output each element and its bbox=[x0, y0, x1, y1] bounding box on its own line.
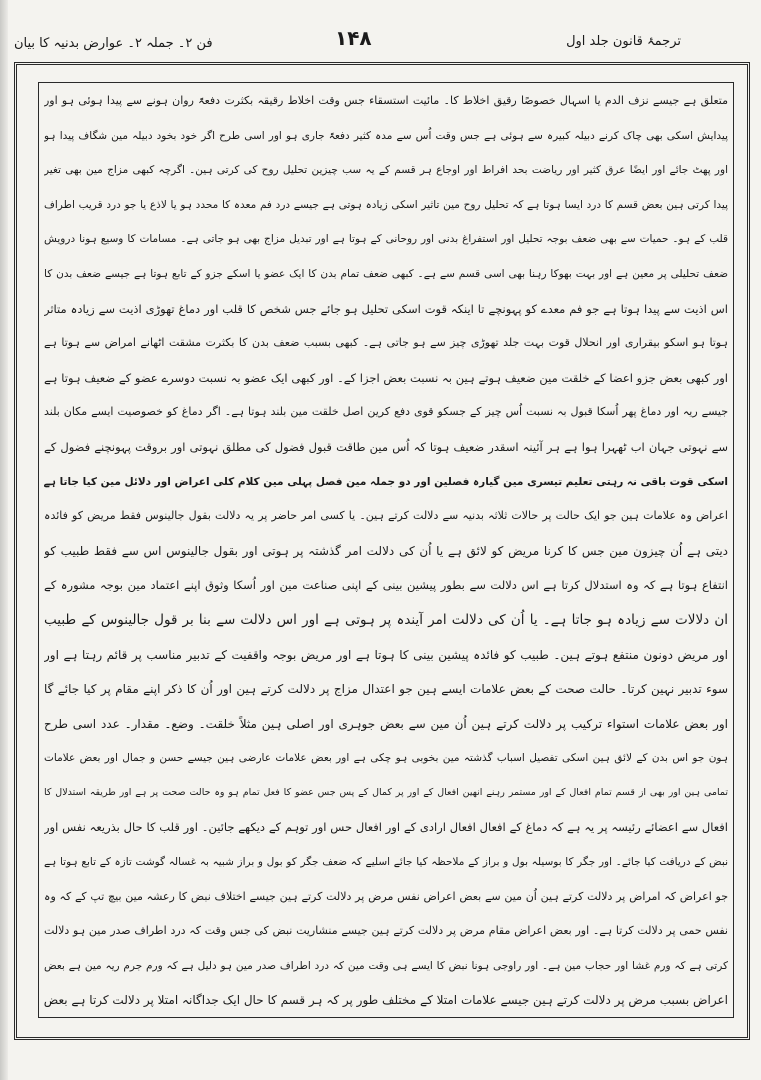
text-line: قلب کے ہو۔ حمیات سے بھی ضعف بوجہ تحلیل اور استفراغ بدنی اور روحانی کے ہوتا ہے اور تبدیل مزاج بھی ہو جاتی ہے۔ مسامات کا وسیع ہونا درویش bbox=[44, 233, 728, 246]
text-line: اور بعض علامات استواء ترکیب پر دلالت کرتے ہین اُن مین سے بعض جوہری اور اصلی ہین مثلاً خلقت۔ وضع۔ مقدار۔ عدد اسی طرح bbox=[44, 716, 728, 731]
text-line: پیدایش اسکی بھی چاک کرنے دبیلہ کبیرہ سے ہوئی ہے جس وقت اُس سے مدہ کثیر دفعۃً جاری ہو اور اسی طرح اگر خود بخود دبیلہ مین شگاف پیدا ہو bbox=[44, 129, 728, 142]
text-line: کرتی ہے کہ ورم غشا اور حجاب مین ہے۔ اور راوجی ہونا نبض کا ایسے ہی وقت مین کہ درد اطراف صدر مین ہو دلیل ہے کہ ورم جرم ریہ مین ہے بعض bbox=[44, 959, 728, 972]
text-line: اور پھٹ جائے اور ایضًا عرق کثیر اور ریاضت بحد افراط اور اوجاع ہر قسم کے یہ سب چیزین تحلیل روح کی کرتی ہین۔ اگرچہ کبھی مزاج مین بھی تغیر bbox=[44, 164, 728, 177]
text-line: پیدا کرتی ہین بعض قسم کا درد ایسا ہوتا ہے کہ تحلیل روح مین تاثیر اسکی زیادہ ہوتی ہے جیسے درد فم معدہ کا محدد ہو یا لاذع یا جو درد قریب اطراف bbox=[44, 198, 728, 211]
text-line: اعراض وہ علامات ہین جو ایک حالت پر حالات ثلاثہ بدنیہ سے دلالت کرتے ہین۔ یا کسی امر حاضر پر یہ دلالت بقول جالینوس فقط مریض کو فائدہ bbox=[44, 509, 728, 523]
text-line: سوء تدبیر نہین کرتا۔ حالت صحت کے بعض علامات ایسے ہین جو اعتدال مزاج پر دلالت کرتے ہین اور اُن کا ذکر اپنے مقام پر کیا جائے گا bbox=[44, 682, 728, 697]
text-line: اور کبھی بعض جزو اعضا کے خلقت مین ضعیف ہوتے ہین بہ نسبت بعض اجزا کے۔ اور کبھی ایک عضو بہ نسبت دوسرے عضو کے ضعیف ہوتا ہے bbox=[44, 370, 728, 385]
text-line: ضعف تحلیلی پر معین ہے اور بہت بھوکا رہنا بھی اسی قسم سے ہے۔ کبھی ضعف تمام بدن کا ایک عضو یا اسکے جزو کے تابع ہوتا ہے جیسے ضعف بدن کا bbox=[44, 267, 728, 280]
text-line: نفس حمی پر دلالت کرتا ہے۔ اور بعض اعراض مقام مرض پر دلالت کرتے ہین جیسے منشاریت نبض کی جس وقت کہ درد اطراف صدر مین ہو دلالت bbox=[44, 924, 728, 938]
text-line: اسکی قوت باقی نہ رہتی تعلیم تیسری مین گیارہ فصلین اور دو جملہ مین فصل پہلی مین کلام کلی اعراض اور دلائل مین کیا جاتا ہے bbox=[44, 475, 728, 488]
text-line: افعال سے اعضائے رئیسہ پر یہ ہے کہ دماغ کے افعال افعال ارادی کے اور افعال حس اور توہم کے دیکھے جائین۔ اور قلب کا حال بذریعہ نفس اور bbox=[44, 820, 728, 835]
text-line: اور مریض دونون منتفع ہوتے ہین۔ طبیب کو فائدہ پیشین بینی کا ہوتا ہے اور مریض بوجہ واقفیت کے تدبیر مناسب پر قائم رہتا ہے اور bbox=[44, 647, 728, 662]
page-body bbox=[44, 84, 728, 1018]
scan-edge bbox=[0, 0, 8, 1080]
page-number: ۱۴۸ bbox=[335, 26, 372, 50]
text-line: متعلق ہے جیسے نزف الدم یا اسہال خصوصًا رقیق اخلاط کا۔ مائیت استسقاء جس وقت اخلاط رقیقہ بکثرت دفعۃً روان ہونے سے پیدا ہوئی ہو اور bbox=[44, 94, 728, 107]
text-line: جیسے ریہ اور دماغ پھر اُسکا قبول بہ نسبت اُس چیز کے جسکو قوی دفع کرین اصل خلقت مین بلند ہوتا ہے۔ اگر دماغ کو خصوصیت ایسے مکان بلند bbox=[44, 405, 728, 419]
text-line: ہون جو اس بدن کے لائق ہین اسکی تفصیل اسباب گذشتہ مین بخوبی ہو چکی ہے اور بعض علامات عارضی ہین جیسے حسن و جمال اور بعض علامات bbox=[44, 752, 728, 765]
text-line: جو اعراض کہ امراض پر دلالت کرتے ہین اُن مین سے بعض اعراض نفس مرض پر دلالت کرتے ہین جیسے اختلاف نبض کا رعشہ مین بیچ تپ کے کہ وہ bbox=[44, 889, 728, 903]
text-line: نبض کے دریافت کیا جائے۔ اور جگر کا بوسیلہ بول و براز کے ملاحظہ کیا جائے اسلیے کہ ضعف جگر کو بول و براز شبیہ بہ غسالہ گوشت تازہ کے تابع ہوتا ہے bbox=[44, 856, 728, 869]
text-line: تمامی ہین اور بھی از قسم تمام افعال کے اور مستمر رہنے انھین افعال کے اور پر کمال کے پس جس عضو کا فعل تمام ہو وہ حالت صحت پر ہے اور طریقہ استدلال کا bbox=[44, 786, 728, 798]
text-line: ہوتا ہو اسکو بیقراری اور انحلال قوت بہت جلد تھوڑی چیز سے ہو جاتی ہے۔ کبھی بسبب ضعف بدن کا بکثرت مشقت اٹھانے امراض سے ہوتا ہے bbox=[44, 336, 728, 350]
text-line: ان دلالات سے زیادہ ہو جاتا ہے۔ یا اُن کی دلالت امر آیندہ پر ہوتی ہے اور اس دلالت سے بنا بر قول جالینوس کے طبیب bbox=[44, 611, 728, 628]
section-title: فن ۲۔ جملہ ۲۔ عوارض بدنیہ کا بیان bbox=[14, 36, 213, 51]
text-line: سے نہوتی جہان اب ٹھہرا ہوا ہے ہر آئینہ اسقدر ضعیف ہوتا کہ اُس مین طاقت قبول فضول کی مطلق نہوتی اور بروقت پہونچنے فضول کے bbox=[44, 439, 728, 454]
book-title: ترجمۂ قانون جلد اول bbox=[566, 34, 681, 49]
text-line: اعراض بسبب مرض پر دلالت کرتے ہین جیسے علامات امتلا کے مختلف طور پر کہ ہر قسم کا حال ایک جداگانہ امتلا پر دلالت کرتا ہے بعض bbox=[44, 993, 728, 1008]
text-line: اس اذیت سے پیدا ہوتا ہے جو فم معدے کو پہونچے تا اینکہ قوت اسکی تحلیل ہو جائے جس شخص کا قلب اور دماغ تھوڑی اذیت سے زیادہ متاثر bbox=[44, 301, 728, 316]
text-line: انتفاع ہوتا ہے کہ وہ استدلال کرتا ہے اس دلالت سے بطور پیشین بینی کے اپنی صناعت مین اور اُسکا وثوق اپنے اعتماد مین بوجہ مشورہ کے bbox=[44, 578, 728, 593]
text-line: دیتی ہے اُن چیزون مین جس کا کرنا مریض کو لائق ہے یا اُن کی دلالت امر گذشتہ پر ہوتی اور بقول جالینوس اس سے فقط طبیب کو bbox=[44, 543, 728, 558]
